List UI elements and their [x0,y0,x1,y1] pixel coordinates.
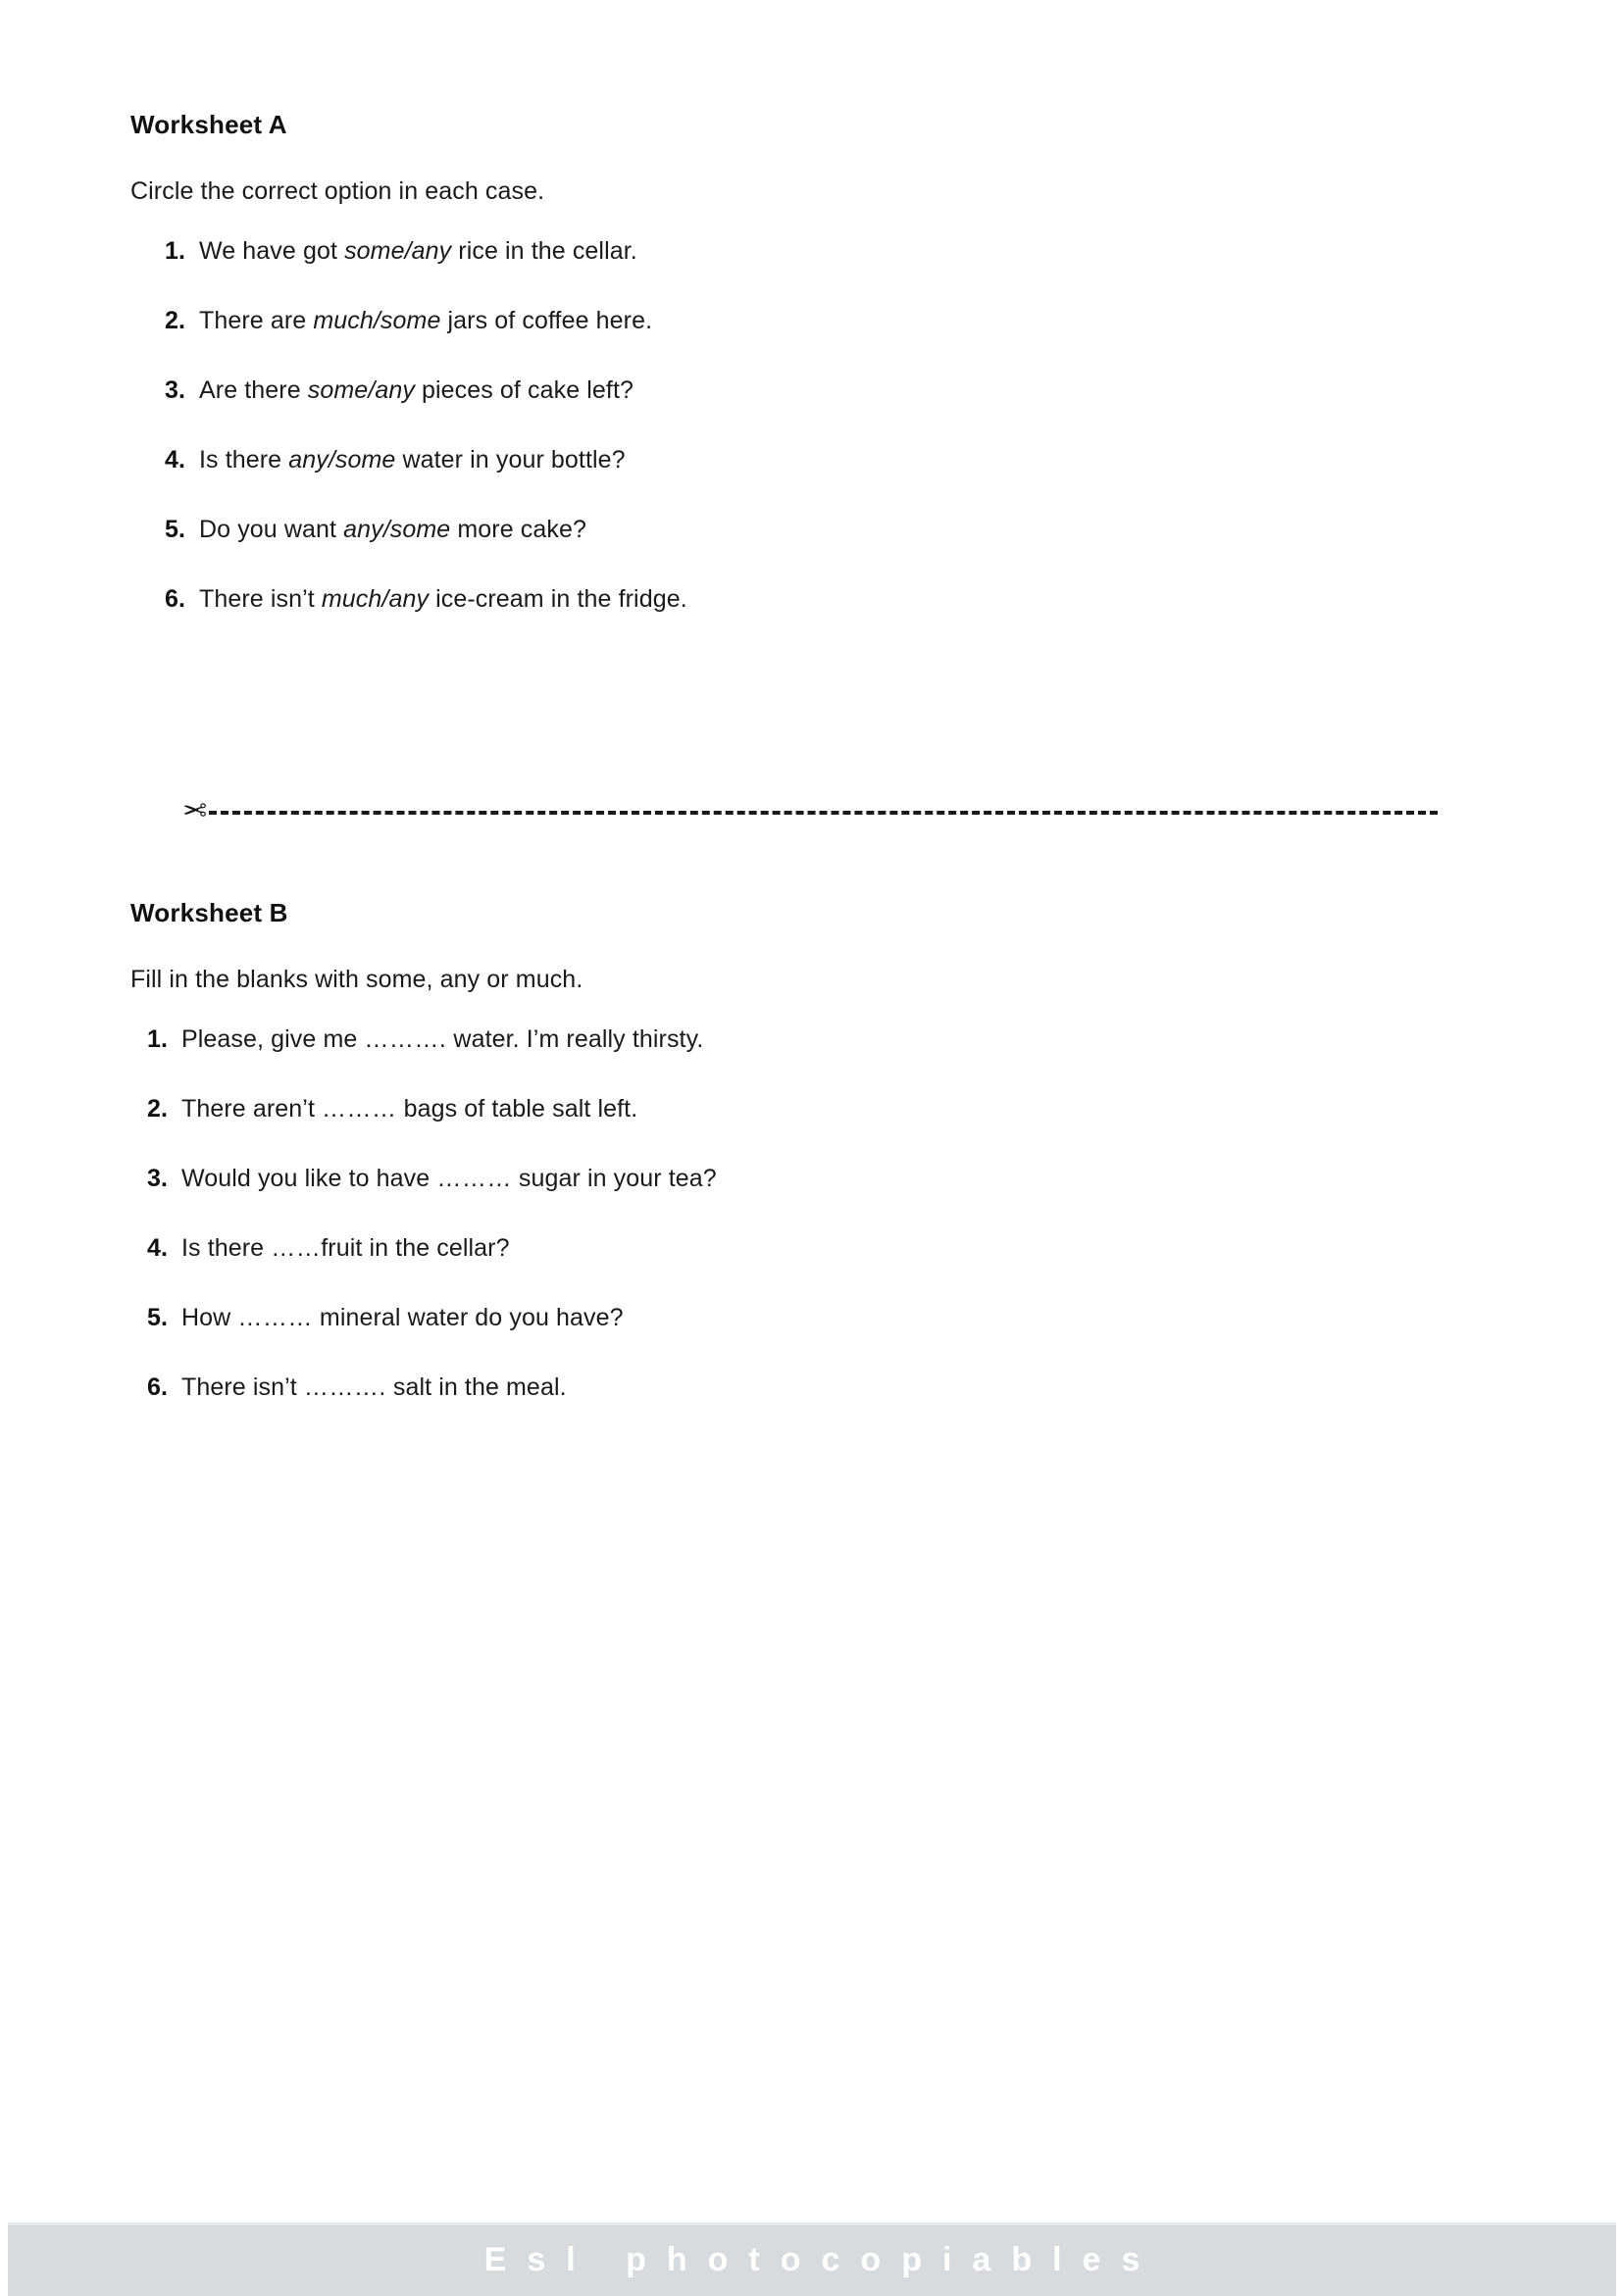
item-text-post: sugar in your tea? [511,1165,717,1192]
item-text-pre: Is there [181,1234,272,1262]
fill-in-blank[interactable]: ………. [364,1025,447,1053]
instruction-sep-2: or [480,966,516,993]
item-text-pre: There isn’t [181,1373,304,1401]
item-option-choice[interactable]: much/any [321,585,430,613]
item-text-pre: Is there [199,446,289,474]
item-text-post: water in your bottle? [395,446,626,474]
footer-branding-text: Esl photocopiables [483,2241,1161,2278]
item-text-post: rice in the cellar. [451,237,637,265]
item-number: 3. [165,376,186,404]
item-text-post: fruit in the cellar? [321,1234,510,1262]
worksheet-a-section [130,110,1484,657]
list-item [130,448,1484,473]
item-option-choice[interactable]: much/some [313,307,441,334]
item-number: 4. [165,446,186,474]
cut-line-divider [182,792,1438,831]
item-text-post: more cake? [450,516,586,543]
item-text-post: salt in the meal. [385,1373,567,1401]
list-item [130,239,1484,264]
worksheet-b-list [130,1027,1484,1400]
list-item [130,378,1484,403]
item-text-post: ice-cream in the fridge. [429,585,687,613]
item-number: 1. [147,1025,169,1053]
item-text-post: mineral water do you have? [312,1304,624,1331]
item-number: 3. [147,1165,169,1192]
list-item [130,1027,1484,1052]
item-number: 4. [147,1234,169,1262]
instruction-text-pre: Fill in the blanks with [130,966,366,993]
item-number: 5. [147,1304,169,1331]
list-item [130,518,1484,542]
instruction-word-any: any [439,966,481,993]
item-text-post: jars of coffee here. [440,307,653,334]
fill-in-blank[interactable]: ……… [237,1304,313,1331]
item-option-choice[interactable]: any/some [343,516,451,543]
item-text-post: water. I’m really thirsty. [446,1025,704,1053]
worksheet-a-list [130,239,1484,612]
fill-in-blank[interactable]: …… [271,1234,322,1262]
item-text-pre: Do you want [199,516,344,543]
list-item [130,1167,1484,1191]
fill-in-blank[interactable]: ……… [322,1095,397,1123]
worksheet-b-instruction [130,966,1484,994]
item-text-pre: There are [199,307,314,334]
item-text-pre: We have got [199,237,345,265]
instruction-word-some: some [366,966,427,993]
list-item [130,587,1484,612]
worksheet-a-instruction: Circle the correct option in each case. [130,177,545,205]
item-text-pre: Are there [199,376,308,404]
instruction-sep-1: , [426,966,440,993]
item-number: 1. [165,237,186,265]
list-item [130,1236,1484,1261]
worksheet-b-heading: Worksheet B [130,898,288,927]
fill-in-blank[interactable]: ……… [436,1165,512,1192]
item-text-post: bags of table salt left. [396,1095,638,1123]
list-item [130,1306,1484,1330]
item-number: 2. [147,1095,169,1123]
item-text-pre: How [181,1304,238,1331]
list-item [130,309,1484,333]
item-option-choice[interactable]: some/any [344,237,452,265]
instruction-text-post: . [576,966,583,993]
fill-in-blank[interactable]: ………. [303,1373,386,1401]
item-text-pre: Please, give me [181,1025,365,1053]
item-option-choice[interactable]: some/any [307,376,415,404]
item-option-choice[interactable]: any/some [288,446,396,474]
item-number: 5. [165,516,186,543]
item-text-post: pieces of cake left? [414,376,634,404]
item-text-pre: There isn’t [199,585,322,613]
scissors-icon: ✂ [182,795,208,827]
list-item [130,1097,1484,1122]
worksheet-b-section [130,898,1484,1445]
item-number: 6. [147,1373,169,1401]
item-number: 6. [165,585,186,613]
footer-band [8,2222,1616,2296]
instruction-word-much: much [515,966,577,993]
worksheet-a-heading: Worksheet A [130,110,287,139]
dashed-cut-rule [209,811,1438,815]
item-text-pre: Would you like to have [181,1165,437,1192]
item-number: 2. [165,307,186,334]
item-text-pre: There aren’t [181,1095,323,1123]
list-item [130,1375,1484,1400]
